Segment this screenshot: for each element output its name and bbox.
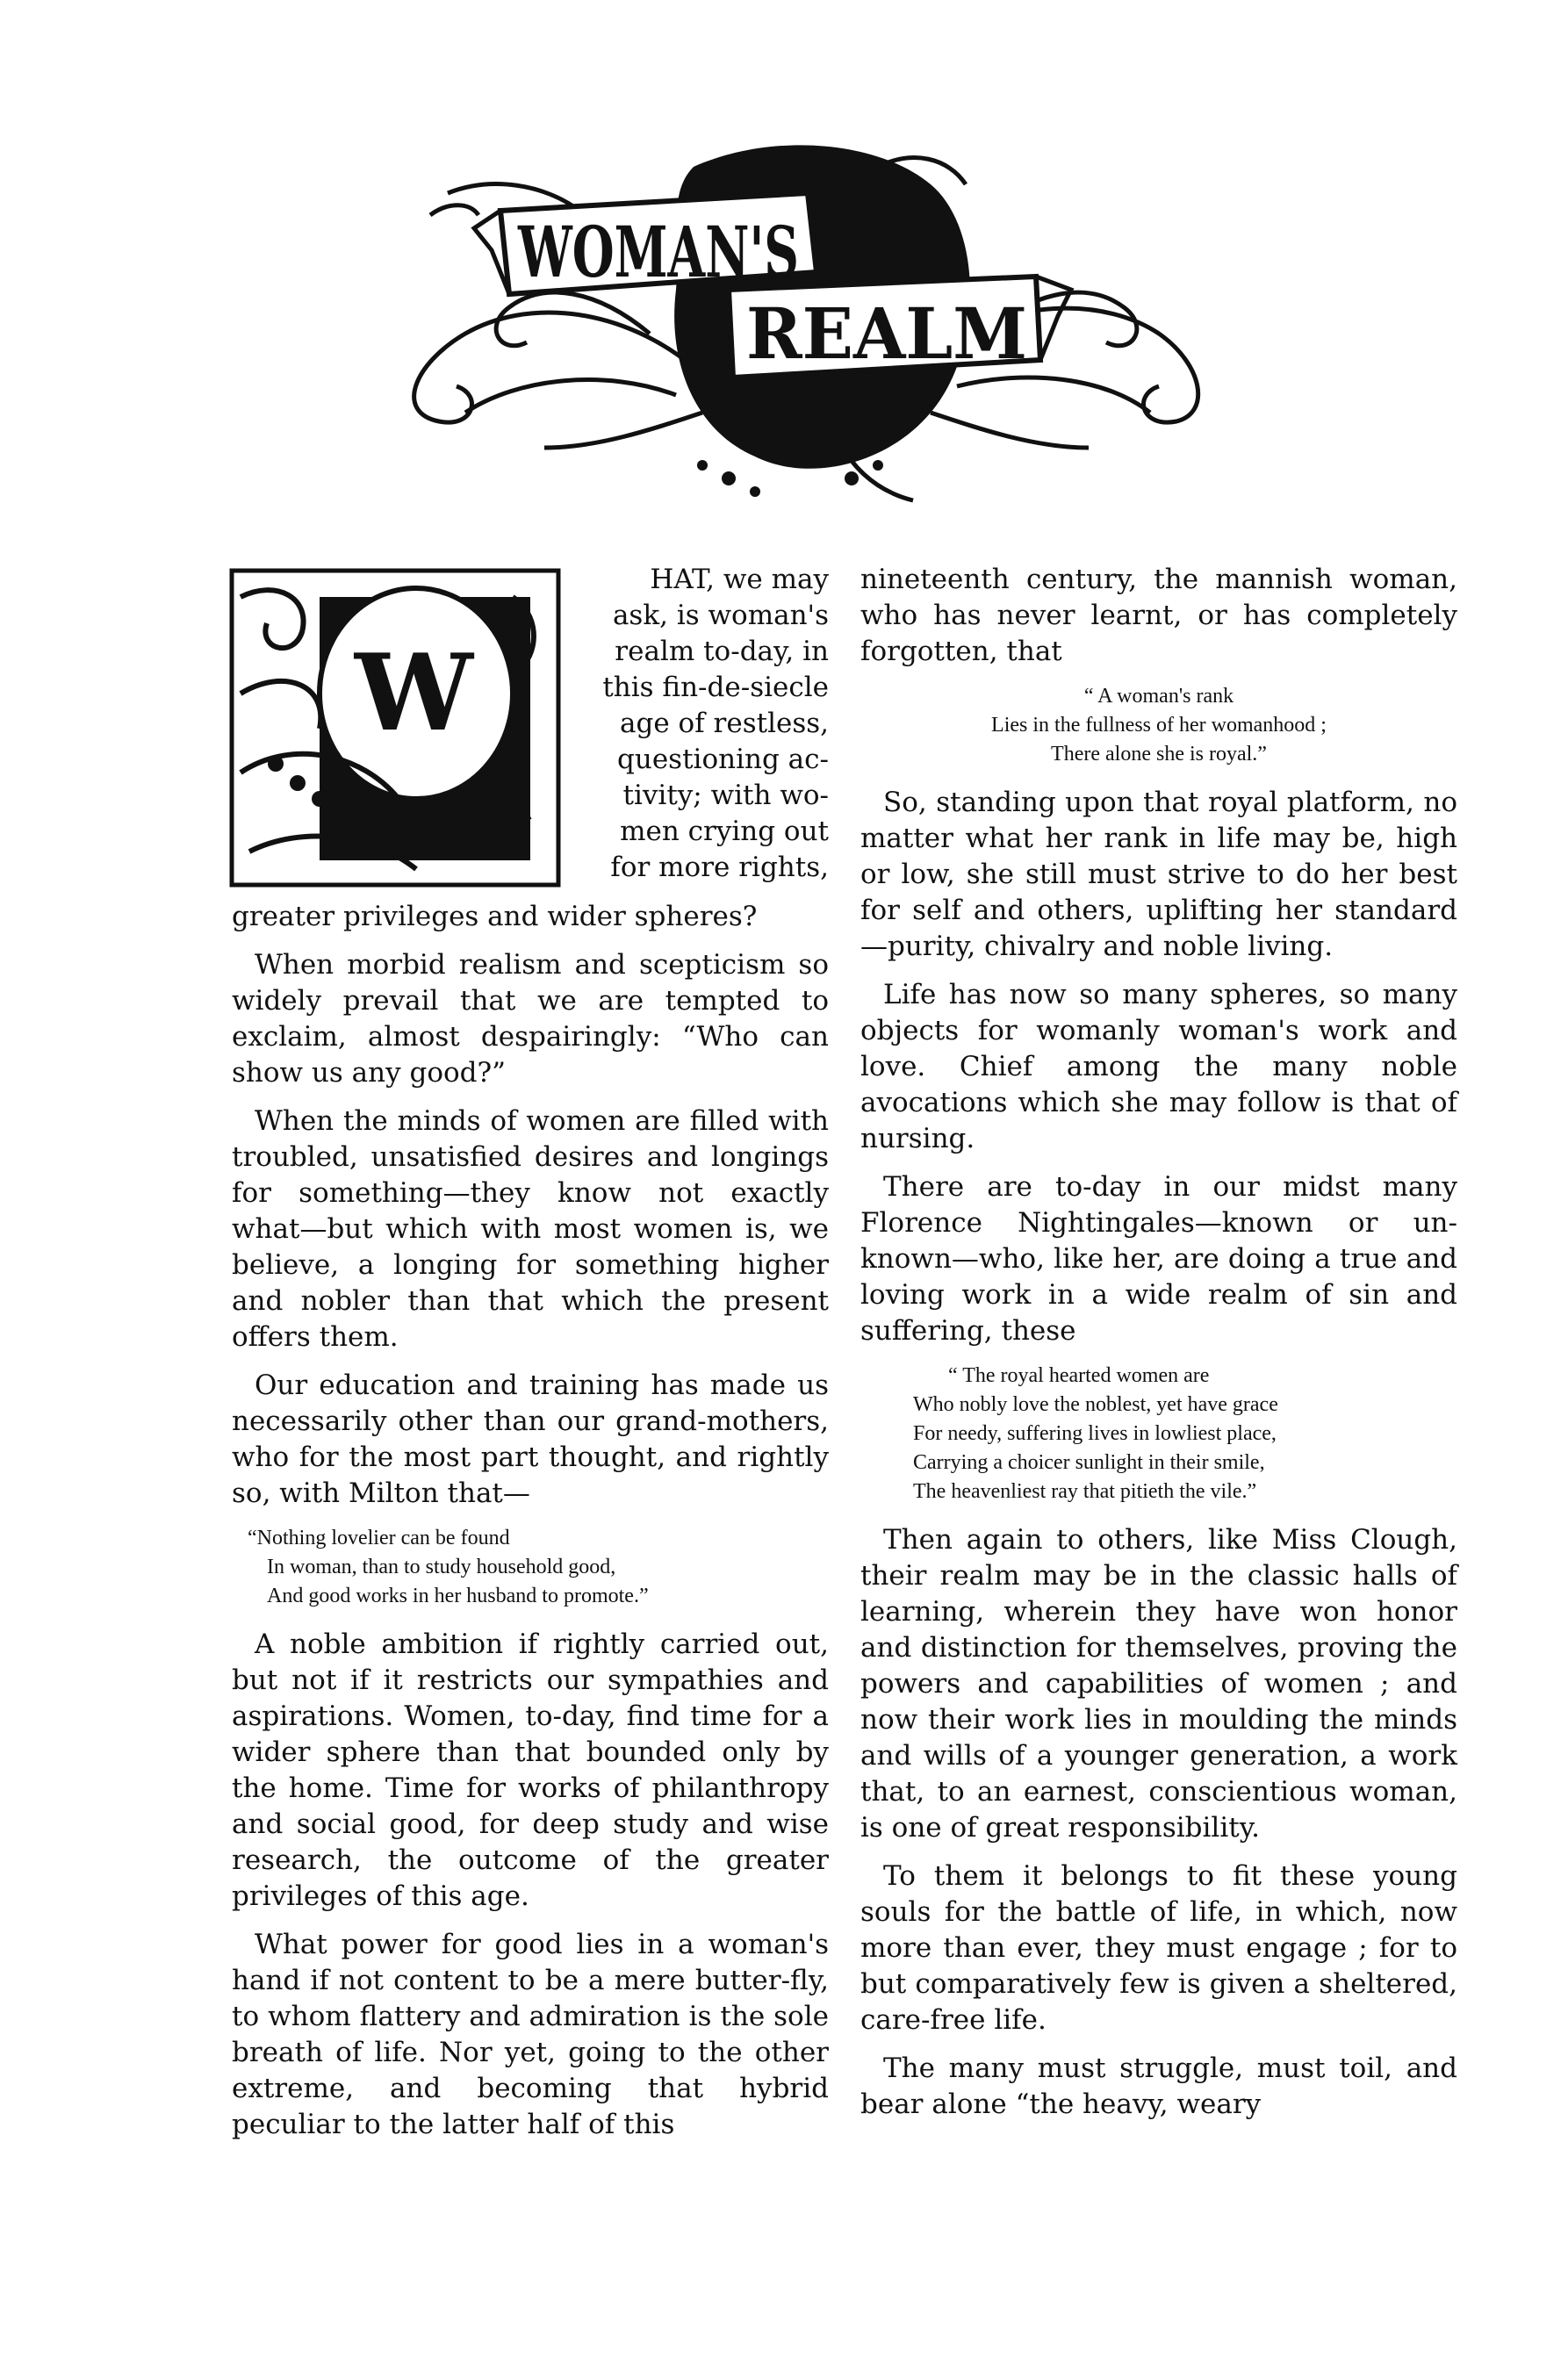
intro-line: realm to-day, in [615, 636, 829, 667]
verse-line: And good works in her husband to promote.” [267, 1585, 649, 1607]
intro-line: age of restless, [620, 708, 829, 739]
intro-line: questioning ac- [617, 744, 829, 775]
paragraph: Then again to others, like Miss Clough, their realm may be in the classic halls of learning, wherein they have won honor and distinction for themselves, proving the powers and capabilities of women ; and now their work lies in moulding the minds and wills of a younger generation, a work that, to an earnest, conscientious woman, is one of great responsibility. [860, 1524, 1457, 1844]
paragraph: To them it belongs to fit these young souls for the battle of life, in which, now more than ever, they must engage ; for to but comparatively few is given a sheltered, care-free life. [860, 1860, 1457, 2036]
paragraph: The many must struggle, must toil, and bear alone “the heavy, weary [860, 2052, 1457, 2120]
intro-line: for more rights, [610, 852, 829, 883]
verse-line: In woman, than to study household good, [267, 1556, 616, 1578]
masthead-illustration [316, 132, 1247, 518]
verse-quote-royal-hearted [860, 1362, 1457, 1506]
verse-line: “ The royal hearted women are [948, 1364, 1210, 1387]
paragraph: nineteenth century, the mannish woman, who has never learnt, or has completely forgotten, that [860, 564, 1457, 667]
paragraph: When morbid realism and scepticism so widely prevail that we are tempted to exclaim, almost despairingly: “Who can show us any good?” [232, 949, 829, 1089]
verse-line: The heavenliest ray that pitieth the vile.” [913, 1480, 1257, 1503]
paragraph: Life has now so many spheres, so many objects for womanly woman's work and love. Chief among the many noble avocations which she may follow is that of nursing. [860, 979, 1457, 1154]
intro-line: HAT, we may [650, 564, 829, 595]
verse-line: There alone she is royal.” [1051, 743, 1267, 766]
masthead-ornament [316, 132, 1247, 518]
paragraph: So, standing upon that royal platform, no matter what her rank in life may be, high or low, she still must strive to do her best for self and others, uplifting her standard—purity, chivalry and noble living. [860, 787, 1457, 962]
verse-line: For needy, suffering lives in lowliest place, [913, 1422, 1277, 1445]
paragraph: What power for good lies in a woman's hand if not content to be a mere butter-fly, to whom flattery and admiration is the sole breath of life. Nor yet, going to the other extreme, and becoming that hybrid peculiar to the latter half of this [232, 1929, 829, 2140]
verse-line: Who nobly love the noblest, yet have grace [913, 1393, 1278, 1416]
intro-line: this fin-de-siecle [602, 672, 829, 703]
paragraph: Our education and training has made us necessarily other than our grand-mothers, who for the most part thought, and rightly so, with Milton that— [232, 1370, 829, 1509]
masthead-title-realm: REALM [746, 292, 1027, 375]
verse-quote-milton [232, 1524, 829, 1611]
right-column [860, 562, 1457, 2135]
paragraph: There are to-day in our midst many Florence Nightingales—known or un-known—who, like her, are doing a true and loving work in a wide realm of sin and suffering, these [860, 1171, 1457, 1347]
paragraph: greater privileges and wider spheres? [232, 901, 758, 932]
verse-line: Carrying a choicer sunlight in their smile, [913, 1451, 1265, 1474]
paragraph: When the minds of women are filled with troubled, unsatisfied desires and longings for something—they know not exactly what—but which with most women is, we believe, a longing for something higher and nobler than that which the present offers them. [232, 1105, 829, 1353]
intro-line: tivity; with wo- [622, 780, 829, 811]
verse-quote-rank [860, 682, 1457, 769]
drop-cap [223, 562, 567, 894]
masthead-title-woman: WOMAN'S [517, 211, 799, 293]
drop-cap-letter: W [355, 631, 473, 755]
verse-line: Lies in the fullness of her womanhood ; [991, 714, 1327, 737]
intro-line: men crying out [620, 816, 829, 847]
verse-line: “Nothing lovelier can be found [248, 1527, 510, 1549]
verse-line: “ A woman's rank [1083, 685, 1234, 708]
intro-line: ask, is woman's [612, 600, 829, 631]
paragraph: A noble ambition if rightly carried out, but not if it restricts our sympathies and aspirations. Women, to-day, find time for a wider sphere than that bounded only by the home. Time for works of philanthropy and social good, for deep study and wise research, the outcome of the greater privileges of this age. [232, 1628, 829, 1912]
left-column [232, 562, 829, 2155]
